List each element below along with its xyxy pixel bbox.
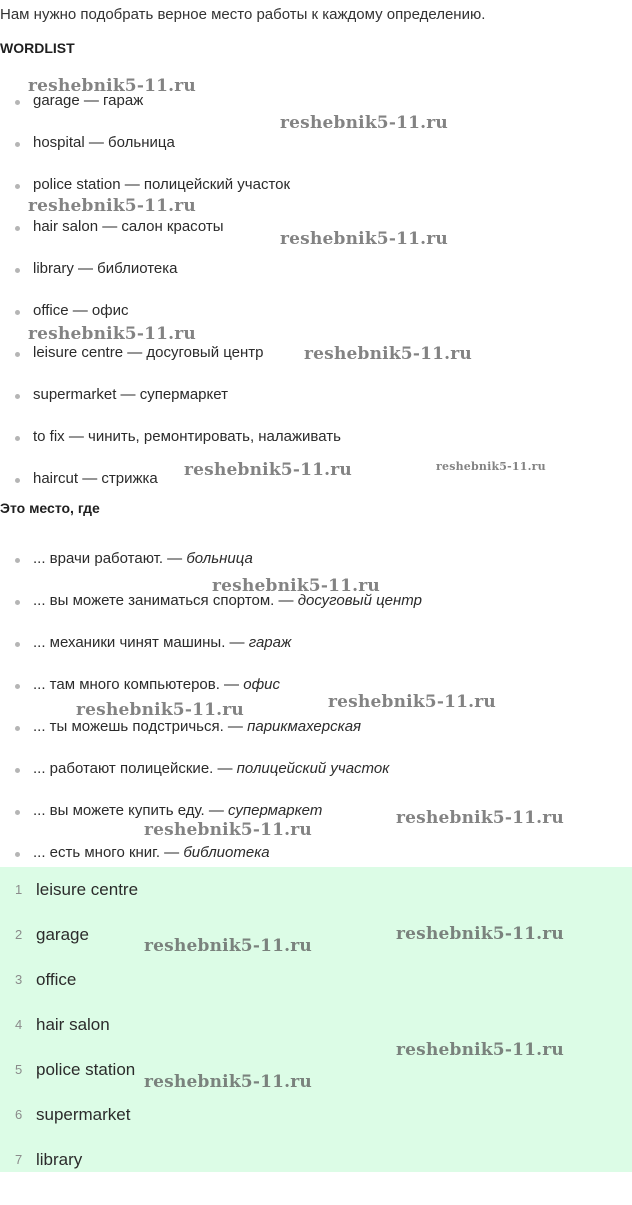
answer-row xyxy=(0,1097,632,1142)
definition-text: ... работают полицейские. — xyxy=(33,760,237,777)
bullet-icon xyxy=(15,478,20,483)
answer-number: 3 xyxy=(15,972,23,987)
bullet-icon xyxy=(15,226,20,231)
definition-answer: гараж xyxy=(248,634,292,651)
answer-word: office xyxy=(36,970,77,989)
watermark: reshebnik5-11.ru xyxy=(76,700,244,720)
wordlist-entry: garage — гараж xyxy=(33,92,144,109)
list-item xyxy=(0,260,632,302)
watermark: reshebnik5-11.ru xyxy=(280,229,448,249)
definition xyxy=(33,760,389,777)
definition-answer: больница xyxy=(186,550,253,567)
wordlist-entry: haircut — стрижка xyxy=(33,470,158,487)
definition xyxy=(33,550,253,567)
definition-answer: супермаркет xyxy=(228,802,323,819)
list-item xyxy=(0,386,632,428)
watermark: reshebnik5-11.ru xyxy=(184,460,352,480)
definition-answer: парикмахерская xyxy=(247,718,362,735)
bullet-icon xyxy=(15,394,20,399)
answer-row xyxy=(0,962,632,1007)
bullet-icon xyxy=(15,684,20,689)
wordlist xyxy=(0,92,632,512)
watermark: reshebnik5-11.ru xyxy=(396,924,564,944)
list-item xyxy=(0,760,632,802)
watermark: reshebnik5-11.ru xyxy=(328,692,496,712)
bullet-icon xyxy=(15,810,20,815)
wordlist-entry: police station — полицейский участок xyxy=(33,176,291,193)
wordlist-entry: library — библиотека xyxy=(33,260,178,277)
wordlist-entry: supermarket — супермаркет xyxy=(33,386,228,403)
bullet-icon xyxy=(15,436,20,441)
bullet-icon xyxy=(15,100,20,105)
answer-row xyxy=(0,1142,632,1187)
answer-word: supermarket xyxy=(36,1105,131,1124)
watermark: reshebnik5-11.ru xyxy=(212,576,380,596)
answer-number: 6 xyxy=(15,1107,23,1122)
answer-number: 4 xyxy=(15,1017,23,1032)
answer-word: garage xyxy=(36,925,89,944)
answers-box xyxy=(0,867,632,1172)
answer-number: 2 xyxy=(15,927,23,942)
wordlist-entry: to fix — чинить, ремонтировать, налаживать xyxy=(33,428,341,445)
answer-number: 7 xyxy=(15,1152,23,1167)
wordlist-entry: hair salon — салон красоты xyxy=(33,218,224,235)
definition-text: ... вы можете заниматься спортом. — xyxy=(33,592,298,609)
bullet-icon xyxy=(15,852,20,857)
definition xyxy=(33,844,270,861)
watermark: reshebnik5-11.ru xyxy=(396,808,564,828)
watermark: reshebnik5-11.ru xyxy=(144,936,312,956)
definition-answer: офис xyxy=(243,676,280,693)
answer-word: library xyxy=(36,1150,83,1169)
bullet-icon xyxy=(15,726,20,731)
definition-answer: полицейский участок xyxy=(236,760,390,777)
bullet-icon xyxy=(15,142,20,147)
list-item xyxy=(0,634,632,676)
definitions-heading: Это место, где xyxy=(0,500,100,516)
bullet-icon xyxy=(15,268,20,273)
definition-text: ... вы можете купить еду. — xyxy=(33,802,229,819)
definition-answer: досуговый центр xyxy=(297,592,422,609)
wordlist-entry: leisure centre — досуговый центр xyxy=(33,344,264,361)
answer-number: 1 xyxy=(15,882,23,897)
answer-row xyxy=(0,872,632,917)
bullet-icon xyxy=(15,642,20,647)
wordlist-entry: office — офис xyxy=(33,302,129,319)
list-item xyxy=(0,134,632,176)
watermark: reshebnik5-11.ru xyxy=(436,460,546,473)
bullet-icon xyxy=(15,768,20,773)
watermark: reshebnik5-11.ru xyxy=(280,113,448,133)
bullet-icon xyxy=(15,310,20,315)
watermark: reshebnik5-11.ru xyxy=(304,344,472,364)
definition-text: ... там много компьютеров. — xyxy=(33,676,244,693)
watermark: reshebnik5-11.ru xyxy=(144,820,312,840)
bullet-icon xyxy=(15,600,20,605)
answer-word: leisure centre xyxy=(36,880,139,899)
definition-text: ... механики чинят машины. — xyxy=(33,634,249,651)
watermark: reshebnik5-11.ru xyxy=(28,196,196,216)
list-item xyxy=(0,718,632,760)
bullet-icon xyxy=(15,352,20,357)
answer-word: hair salon xyxy=(36,1015,110,1034)
definition xyxy=(33,802,322,819)
list-item xyxy=(0,592,632,634)
intro-text: Нам нужно подобрать верное место работы к каждому определению. xyxy=(0,6,486,23)
watermark: reshebnik5-11.ru xyxy=(28,324,196,344)
definition-text: ... ты можешь подстричься. — xyxy=(33,718,248,735)
definition-text: ... есть много книг. — xyxy=(33,844,184,861)
watermark: reshebnik5-11.ru xyxy=(28,76,196,96)
definition-text: ... врачи работают. — xyxy=(33,550,187,567)
watermark: reshebnik5-11.ru xyxy=(396,1040,564,1060)
bullet-icon xyxy=(15,558,20,563)
bullet-icon xyxy=(15,184,20,189)
watermark: reshebnik5-11.ru xyxy=(144,1072,312,1092)
answer-number: 5 xyxy=(15,1062,23,1077)
wordlist-entry: hospital — больница xyxy=(33,134,175,151)
definition xyxy=(33,634,291,651)
definition xyxy=(33,718,361,735)
definition-answer: библиотека xyxy=(183,844,270,861)
wordlist-heading: WORDLIST xyxy=(0,40,75,56)
definition xyxy=(33,676,280,693)
answer-word: police station xyxy=(36,1060,136,1079)
